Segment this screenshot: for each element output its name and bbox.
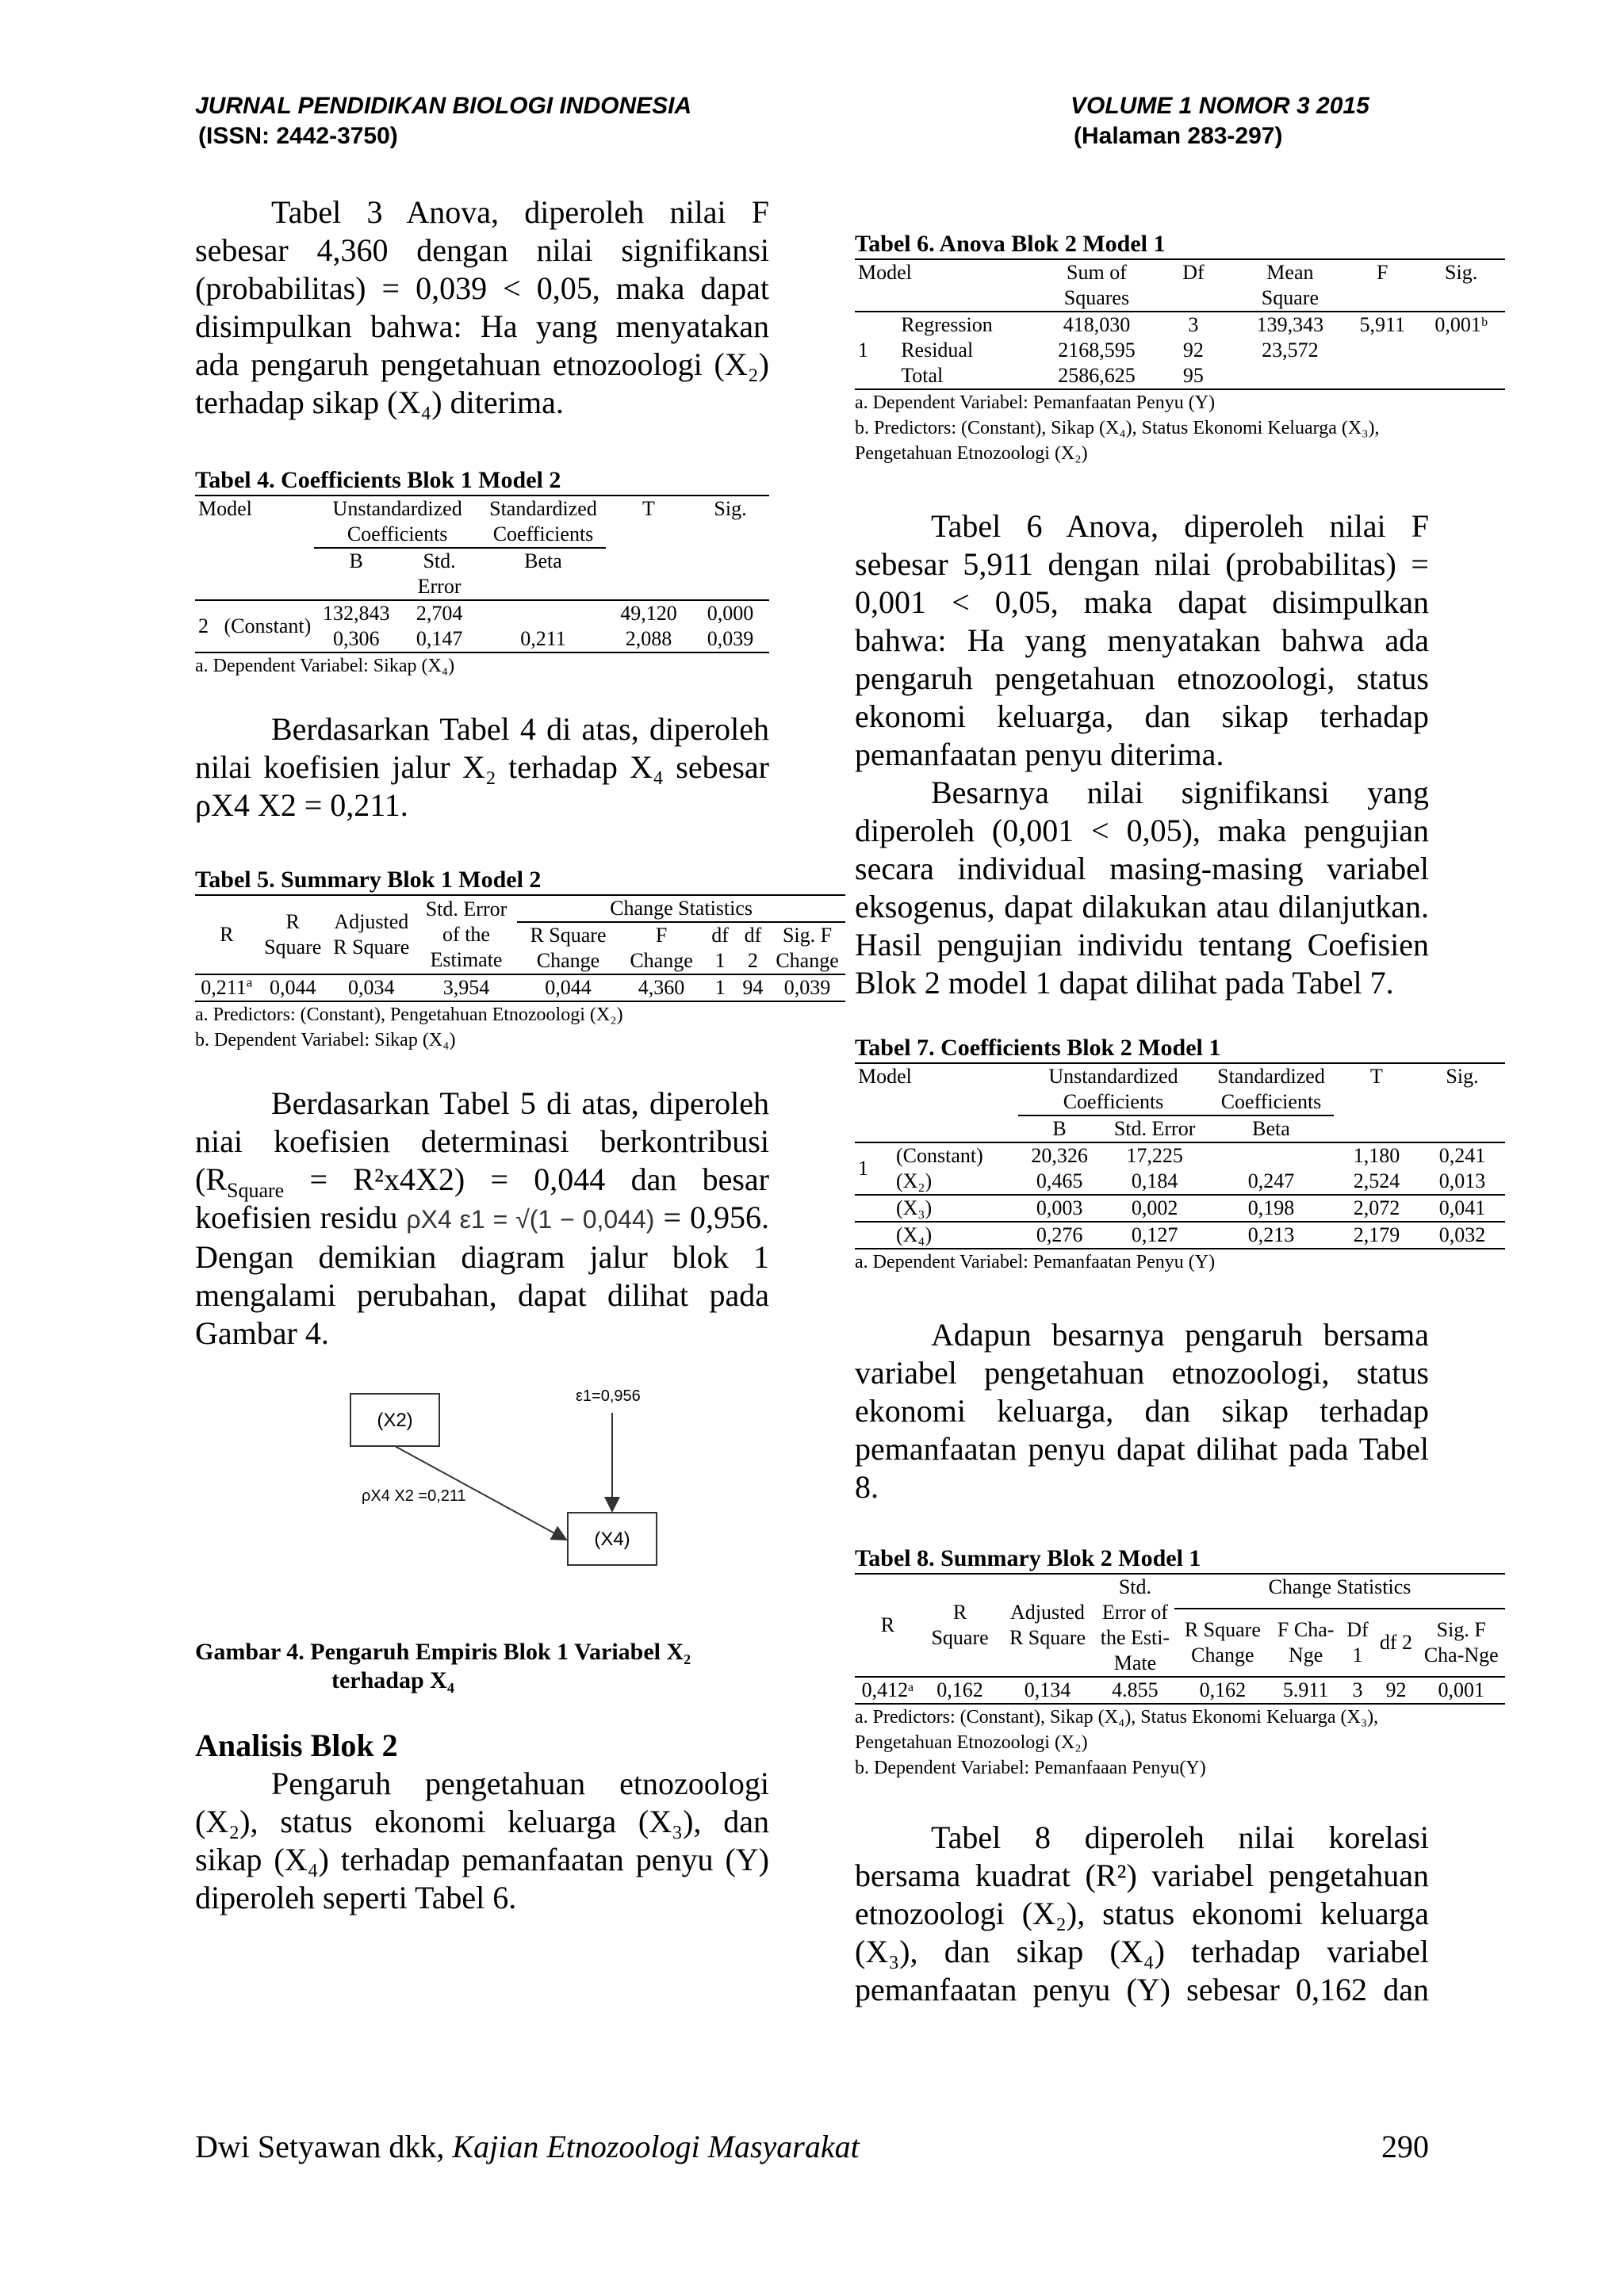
- table-6: [855, 258, 1505, 390]
- table-note: a. Dependent Variabel: Pemanfaatan Penyu (Y): [855, 1252, 1216, 1272]
- table-cell: 5,911: [1359, 313, 1405, 336]
- table-8-caption: Tabel 8. Summary Blok 2 Model 1: [855, 1545, 1201, 1571]
- table-header: R Square: [264, 910, 322, 959]
- table-cell: 0,147: [416, 627, 463, 650]
- table-cell: 0,134: [1024, 1678, 1071, 1701]
- table-header: R: [220, 923, 234, 946]
- table-cell: 2: [198, 614, 209, 637]
- table-cell: 0,306: [332, 627, 380, 650]
- table-cell: 49,120: [620, 602, 677, 625]
- table-cell: 92: [1385, 1678, 1407, 1701]
- table-header: F: [1376, 261, 1388, 284]
- table-cell: 3: [1188, 313, 1199, 336]
- table-cell: 0,211: [520, 627, 566, 650]
- text-run: Square: [227, 1179, 285, 1202]
- table-header: Sig.: [1445, 261, 1478, 284]
- table-row: [855, 1195, 1505, 1222]
- table-cell: 23,572: [1262, 339, 1319, 362]
- table-note: a. Dependent Variabel: Pemanfaatan Penyu (Y): [855, 392, 1216, 413]
- table-row: [855, 1142, 1505, 1169]
- table-header: df 2: [744, 924, 762, 972]
- table-header: Sig. F Cha-Nge: [1423, 1618, 1499, 1667]
- rho-label: ρX4 X2 =0,211: [362, 1487, 466, 1505]
- table-note: b. Dependent Variabel: Pemanfaaan Penyu(Y): [855, 1758, 1206, 1778]
- table-note: b. Dependent Variabel: Sikap (X₄): [195, 1030, 456, 1050]
- right-column: [855, 230, 1499, 2009]
- table-cell: 0,276: [1036, 1223, 1083, 1246]
- table-cell: 0,162: [936, 1678, 983, 1701]
- table-cell: 0,465: [1036, 1169, 1083, 1192]
- table-cell: 0,003: [1036, 1196, 1083, 1219]
- text-run: = 0,956. Dengan demikian diagram jalur blok 1 mengalami perubahan, dapat dilihat pada Gambar 4.: [195, 1200, 770, 1351]
- text-run: Berdasarkan Tabel 5 di atas, diperoleh niai koefisien determinasi berkontribusi (R: [195, 1085, 769, 1197]
- footer-citation: [195, 2128, 860, 2166]
- table-cell: 139,343: [1256, 313, 1324, 336]
- table-cell: 0,184: [1131, 1169, 1178, 1192]
- table-cell: 0,412ᵃ: [861, 1678, 914, 1701]
- table-cell: 2,072: [1353, 1196, 1400, 1219]
- paragraph: Tabel 3 Anova, diperoleh nilai F sebesar 4,360 dengan nilai signifikansi (probabilitas) = 0,039 < 0,05, maka dapat disimpulkan bahwa: Ha yang menyatakan ada pengaruh pengetahuan etnozoologi (X₂) terhadap sikap (X₄) diterima.: [195, 194, 769, 420]
- table-header: Model: [198, 497, 252, 520]
- table-header: R Square: [931, 1601, 989, 1649]
- paragraph: Tabel 8 diperoleh nilai korelasi bersama kuadrat (R²) variabel pengetahuan etnozoologi (X₂), status ekonomi keluarga (X₃), dan sikap (X₄) terhadap variabel pemanfaatan penyu (Y) sebesar 0,162 dan: [855, 1820, 1429, 2007]
- journal-title: JURNAL PENDIDIKAN BIOLOGI INDONESIA: [195, 93, 692, 119]
- table-header: T: [1370, 1065, 1383, 1088]
- table-header: Std. Error of the Esti-Mate: [1100, 1575, 1170, 1674]
- table-cell: 3,954: [442, 976, 490, 999]
- table-cell: 1: [858, 339, 868, 362]
- table-cell: 5.911: [1282, 1678, 1329, 1701]
- table-5-caption: Tabel 5. Summary Blok 1 Model 2: [195, 867, 542, 893]
- table-header: Df: [1182, 261, 1205, 284]
- table-cell: 4,360: [638, 976, 685, 999]
- table-cell: 3: [1352, 1678, 1363, 1701]
- table-header: Model: [858, 261, 912, 284]
- table-4: [195, 495, 769, 653]
- table-cell: 0,032: [1438, 1223, 1486, 1246]
- table-cell: 1,180: [1353, 1144, 1400, 1167]
- table-cell: 20,326: [1031, 1144, 1088, 1167]
- table-header: Change Statistics: [517, 895, 845, 922]
- table-cell: 4.855: [1112, 1678, 1159, 1701]
- table-header: Std. Error: [1113, 1117, 1196, 1140]
- path-diagram-lines: [195, 1384, 769, 1622]
- table-header: Sig.: [1446, 1065, 1479, 1088]
- table-cell: 0,001: [1438, 1678, 1484, 1701]
- table-header: Std. Error of the Estimate: [425, 897, 508, 971]
- table-cell: 0,039: [783, 976, 831, 999]
- table-cell: 1: [858, 1157, 868, 1180]
- table-cell: 17,225: [1126, 1144, 1183, 1167]
- table-row: [195, 600, 769, 626]
- table-cell: 0,044: [545, 976, 592, 999]
- x2-label: (X2): [377, 1410, 413, 1431]
- table-header: Standardized Coefficients: [481, 496, 606, 548]
- x4-label: (X4): [594, 1529, 630, 1550]
- table-cell: 132,843: [322, 602, 390, 625]
- table-6-caption: Tabel 6. Anova Blok 2 Model 1: [855, 231, 1166, 257]
- page-number: 290: [1381, 2129, 1429, 2164]
- left-column: [195, 193, 839, 1917]
- table-cell: 0,013: [1438, 1169, 1486, 1192]
- table-cell: 2,704: [416, 602, 463, 625]
- text-run: = R²x4X2) = 0,044 dan besar koefisien residu: [195, 1161, 769, 1235]
- table-cell: 0,000: [707, 602, 754, 625]
- table-cell: 0,039: [707, 627, 754, 650]
- path-diagram: [195, 1384, 769, 1622]
- table-header: R: [880, 1613, 895, 1636]
- table-4-caption: Tabel 4. Coefficients Blok 1 Model 2: [195, 467, 561, 493]
- table-cell: (X₃): [896, 1196, 933, 1219]
- table-cell: Residual: [901, 339, 974, 362]
- table-header: Mean Square: [1261, 261, 1319, 309]
- table-cell: 0,044: [269, 976, 316, 999]
- table-row: [855, 363, 1505, 389]
- figure-caption: terhadap X₄: [331, 1667, 454, 1693]
- paragraph: Adapun besarnya pengaruh bersama variabel pengetahuan etnozoologi, status ekonomi keluarga, dan sikap terhadap pemanfaatan penyu dapat dilihat pada Tabel 8.: [855, 1317, 1429, 1505]
- table-cell: 0,041: [1438, 1196, 1486, 1219]
- table-header: T: [642, 497, 655, 520]
- table-cell: 0,127: [1131, 1223, 1178, 1246]
- table-row: [855, 312, 1505, 338]
- table-header: B: [1052, 1117, 1067, 1140]
- table-header: Adjusted R Square: [333, 910, 410, 959]
- table-cell: Regression: [901, 313, 993, 336]
- table-header: Sum of Squares: [1063, 261, 1130, 309]
- paragraph: Berdasarkan Tabel 4 di atas, diperoleh nilai koefisien jalur X₂ terhadap X₄ sebesar ρX4 X2 = 0,211.: [195, 711, 769, 823]
- table-cell: [1208, 1142, 1334, 1169]
- epsilon-label: ε1=0,956: [576, 1387, 641, 1405]
- table-7: [855, 1062, 1505, 1249]
- table-header: Unstandardized Coefficients: [314, 496, 481, 548]
- figure-caption: Gambar 4. Pengaruh Empiris Blok 1 Variabel X₂: [195, 1639, 691, 1665]
- table-cell: 1: [714, 976, 726, 999]
- table-header: Model: [858, 1065, 912, 1088]
- table-cell: 0,162: [1199, 1678, 1247, 1701]
- table-cell: 2,524: [1353, 1169, 1400, 1192]
- table-cell: 0,211: [201, 976, 247, 999]
- table-header: df 2: [1379, 1631, 1413, 1655]
- table-cell: 0,241: [1438, 1144, 1486, 1167]
- table-cell: 95: [1182, 364, 1204, 387]
- table-row: [855, 338, 1505, 363]
- table-cell: (X₂): [896, 1169, 933, 1192]
- table-header: F Change: [630, 924, 693, 972]
- table-header: Unstandardized Coefficients: [1018, 1063, 1208, 1115]
- journal-pages: (Halaman 283-297): [1074, 123, 1283, 149]
- footer-title: Kajian Etnozoologi Masyarakat: [452, 2129, 860, 2164]
- table-note: a. Dependent Variabel: Sikap (X₄): [195, 656, 455, 676]
- table-header: Standardized Coefficients: [1208, 1063, 1334, 1115]
- paragraph: Tabel 6 Anova, diperoleh nilai F sebesar 5,911 dengan nilai (probabilitas) = 0,001 < 0,05, maka dapat disimpulkan bahwa: Ha yang menyatakan bahwa ada pengaruh pengetahuan etnozoologi, status ekonomi keluarga, dan sikap terhadap pemanfaatan penyu diterima.: [855, 508, 1429, 772]
- table-row: [855, 1677, 1505, 1704]
- journal-issn: (ISSN: 2442-3750): [198, 123, 398, 149]
- table-cell: 2,088: [625, 627, 672, 650]
- table-cell: (X₄): [896, 1223, 933, 1246]
- table-cell: 0,213: [1247, 1223, 1295, 1246]
- table-8: [855, 1573, 1505, 1705]
- table-header: Change Statistics: [1174, 1574, 1505, 1609]
- table-row: [195, 974, 845, 1001]
- table-cell: 0,247: [1247, 1169, 1295, 1192]
- table-row: [855, 1222, 1505, 1249]
- table-cell: a: [246, 974, 253, 990]
- table-note: a. Predictors: (Constant), Sikap (X₄), Status Ekonomi Keluarga (X₃), Pengetahuan Etnozoologi (X₂): [855, 1707, 1379, 1753]
- table-header: R Square Change: [530, 924, 607, 972]
- table-cell: 0,002: [1131, 1196, 1178, 1219]
- table-header: Adjusted R Square: [1009, 1601, 1086, 1649]
- table-cell: 92: [1182, 339, 1204, 362]
- table-cell: (Constant): [896, 1144, 983, 1167]
- table-note: b. Predictors: (Constant), Sikap (X₄), Status Ekonomi Keluarga (X₃), Pengetahuan Etnozoologi (X₂): [855, 418, 1380, 464]
- journal-volume: VOLUME 1 NOMOR 3 2015: [1071, 93, 1369, 119]
- table-cell: 418,030: [1063, 313, 1131, 336]
- table-row: [855, 1169, 1505, 1195]
- table-header: Beta: [524, 549, 562, 572]
- table-cell: (Constant): [224, 614, 312, 637]
- table-cell: 0,198: [1247, 1196, 1295, 1219]
- paragraph: Besarnya nilai signifikansi yang diperoleh (0,001 < 0,05), maka pengujian secara individual masing-masing variabel eksogenus, dapat dilakukan atau dilanjutkan. Hasil pengujian individu tentang Coefisien Blok 2 model 1 dapat dilihat pada Tabel 7.: [855, 775, 1429, 1001]
- footer-authors: Dwi Setyawan dkk,: [195, 2129, 453, 2164]
- table-cell: Total: [901, 364, 944, 387]
- table-header: Sig.: [714, 497, 747, 520]
- table-cell: 0,034: [348, 976, 395, 999]
- section-heading: Analisis Blok 2: [195, 1728, 398, 1763]
- table-header: R Square Change: [1184, 1618, 1261, 1667]
- residual-formula: ρX4 ε1 = √(1 − 0,044): [406, 1205, 655, 1234]
- table-cell: 2168,595: [1058, 339, 1136, 362]
- table-note: a. Predictors: (Constant), Pengetahuan Etnozoologi (X₂): [195, 1004, 623, 1025]
- table-cell: 2586,625: [1058, 364, 1136, 387]
- table-header: F Cha-Nge: [1277, 1618, 1335, 1667]
- table-cell: 94: [742, 976, 764, 999]
- table-cell: 2,179: [1353, 1223, 1400, 1246]
- paragraph: [195, 1085, 769, 1353]
- table-header: Std. Error: [417, 549, 462, 598]
- table-header: B: [349, 549, 363, 572]
- table-header: Sig. F Change: [776, 924, 839, 972]
- table-header: Beta: [1252, 1117, 1290, 1140]
- table-header: Df 1: [1346, 1618, 1369, 1667]
- table-header: df 1: [711, 924, 729, 972]
- paragraph: Pengaruh pengetahuan etnozoologi (X₂), status ekonomi keluarga (X₃), dan sikap (X₄) terhadap pemanfaatan penyu (Y) diperoleh seperti Tabel 6.: [195, 1766, 769, 1915]
- table-cell: 0,001ᵇ: [1434, 313, 1488, 336]
- table-7-caption: Tabel 7. Coefficients Blok 2 Model 1: [855, 1035, 1221, 1061]
- table-5: [195, 894, 845, 1002]
